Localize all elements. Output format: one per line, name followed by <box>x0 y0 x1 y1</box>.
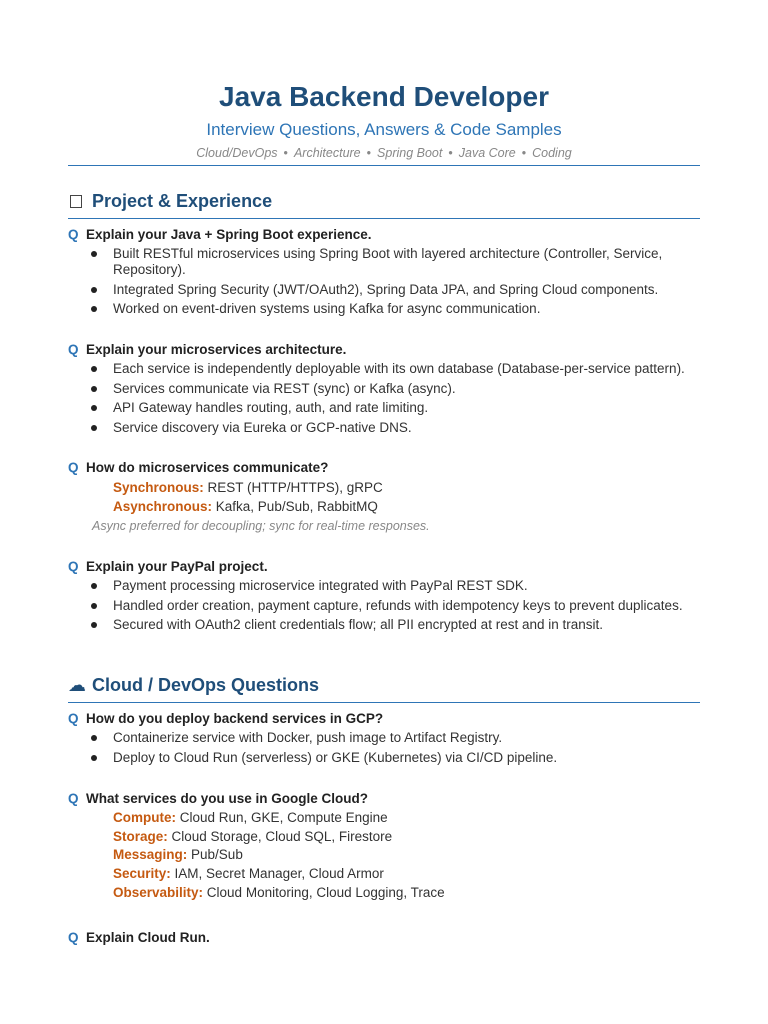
question-text: How do you deploy backend services in GCP? <box>86 711 384 726</box>
question-text: Explain your microservices architecture. <box>86 342 347 357</box>
answer-value: REST (HTTP/HTTPS), gRPC <box>207 480 383 495</box>
answer-item <box>68 809 708 828</box>
answer-value: Cloud Run, GKE, Compute Engine <box>179 810 388 825</box>
answer-item <box>68 479 708 498</box>
answer-item <box>68 865 708 884</box>
answer-label: Security: <box>113 866 171 882</box>
page-title: Java Backend Developer <box>219 81 549 112</box>
list-item: Built RESTful microservices using Spring Boot with layered architecture (Controller, Service, Repository). <box>68 246 708 278</box>
question-line <box>68 459 708 477</box>
question-line <box>68 790 708 808</box>
question-text: Explain Cloud Run. <box>86 930 210 945</box>
answer-label: Observability: <box>113 884 204 900</box>
answer-item <box>68 828 708 847</box>
section-heading-project-experience <box>68 188 700 219</box>
section-heading-cloud-devops <box>68 672 700 703</box>
question-text: What services do you use in Google Cloud? <box>86 791 369 806</box>
question-marker: Q <box>68 342 79 357</box>
tag: Java Core <box>458 146 516 160</box>
tag-separator: • <box>366 146 372 160</box>
list-item: Integrated Spring Security (JWT/OAuth2), Spring Data JPA, and Spring Cloud components. <box>68 282 708 298</box>
answer-label: Storage: <box>113 828 168 844</box>
question-marker: Q <box>68 559 79 574</box>
header-divider <box>68 165 700 166</box>
tag: Coding <box>532 146 572 160</box>
section-title-text: Project & Experience <box>92 191 273 211</box>
tag: Spring Boot <box>377 146 443 160</box>
answer-value: IAM, Secret Manager, Cloud Armor <box>174 866 384 882</box>
section-title-text: Cloud / DevOps Questions <box>92 675 320 695</box>
answer-item <box>68 884 708 903</box>
question-marker: Q <box>68 711 79 726</box>
document-header <box>68 78 700 162</box>
tag-separator: • <box>448 146 453 160</box>
list-item: Deploy to Cloud Run (serverless) or GKE (Kubernetes) via CI/CD pipeline. <box>68 750 708 766</box>
question-block <box>68 710 708 769</box>
tag: Architecture <box>293 146 361 160</box>
question-text: Explain your Java + Spring Boot experience. <box>86 227 372 242</box>
question-marker: Q <box>68 930 79 945</box>
list-item: Containerize service with Docker, push image to Artifact Registry. <box>68 730 708 746</box>
question-block <box>68 341 708 439</box>
list-item: Services communicate via REST (sync) or Kafka (async). <box>68 381 708 397</box>
answer-list <box>68 730 708 766</box>
question-line <box>68 558 708 576</box>
question-block <box>68 226 708 321</box>
answer-value: Cloud Monitoring, Cloud Logging, Trace <box>206 884 445 900</box>
question-block <box>68 558 708 637</box>
question-marker: Q <box>68 791 79 806</box>
answer-label: Compute: <box>113 810 176 825</box>
answer-list <box>68 578 708 633</box>
page-subtitle: Interview Questions, Answers & Code Samples <box>206 120 562 139</box>
question-block <box>68 459 708 535</box>
tag: Cloud/DevOps <box>196 146 278 160</box>
tag-separator: • <box>283 146 288 160</box>
list-item: Worked on event-driven systems using Kafka for async communication. <box>68 301 708 317</box>
question-block <box>68 790 708 903</box>
answer-list <box>68 246 708 317</box>
answer-item <box>68 498 708 517</box>
question-line <box>68 341 708 359</box>
cloud-icon: ☁ <box>68 675 86 695</box>
answer-value: Kafka, Pub/Sub, RabbitMQ <box>215 498 378 514</box>
answer-note: Async preferred for decoupling; sync for real-time responses. <box>92 519 430 534</box>
question-line <box>68 929 708 947</box>
answer-label: Asynchronous: <box>113 498 213 514</box>
checkbox-icon <box>70 195 82 208</box>
list-item: Service discovery via Eureka or GCP-native DNS. <box>68 420 708 436</box>
question-text: How do microservices communicate? <box>86 460 329 475</box>
list-item: Handled order creation, payment capture, refunds with idempotency keys to prevent duplicates. <box>68 598 708 614</box>
answer-label: Synchronous: <box>113 480 204 495</box>
question-line <box>68 710 708 728</box>
question-text: Explain your PayPal project. <box>86 559 268 574</box>
answer-value: Cloud Storage, Cloud SQL, Firestore <box>171 828 393 844</box>
list-item: Secured with OAuth2 client credentials flow; all PII encrypted at rest and in transit. <box>68 617 708 633</box>
question-line <box>68 226 708 244</box>
tag-separator: • <box>521 146 527 160</box>
answer-value: Pub/Sub <box>191 847 243 863</box>
answer-list <box>68 361 708 436</box>
question-marker: Q <box>68 227 79 242</box>
list-item: API Gateway handles routing, auth, and rate limiting. <box>68 400 708 416</box>
list-item: Each service is independently deployable with its own database (Database-per-service pattern). <box>68 361 708 377</box>
topic-tags <box>68 144 700 162</box>
list-item: Payment processing microservice integrated with PayPal REST SDK. <box>68 578 708 594</box>
question-block <box>68 929 708 947</box>
question-marker: Q <box>68 460 79 475</box>
answer-label: Messaging: <box>113 847 188 863</box>
answer-item <box>68 846 708 865</box>
